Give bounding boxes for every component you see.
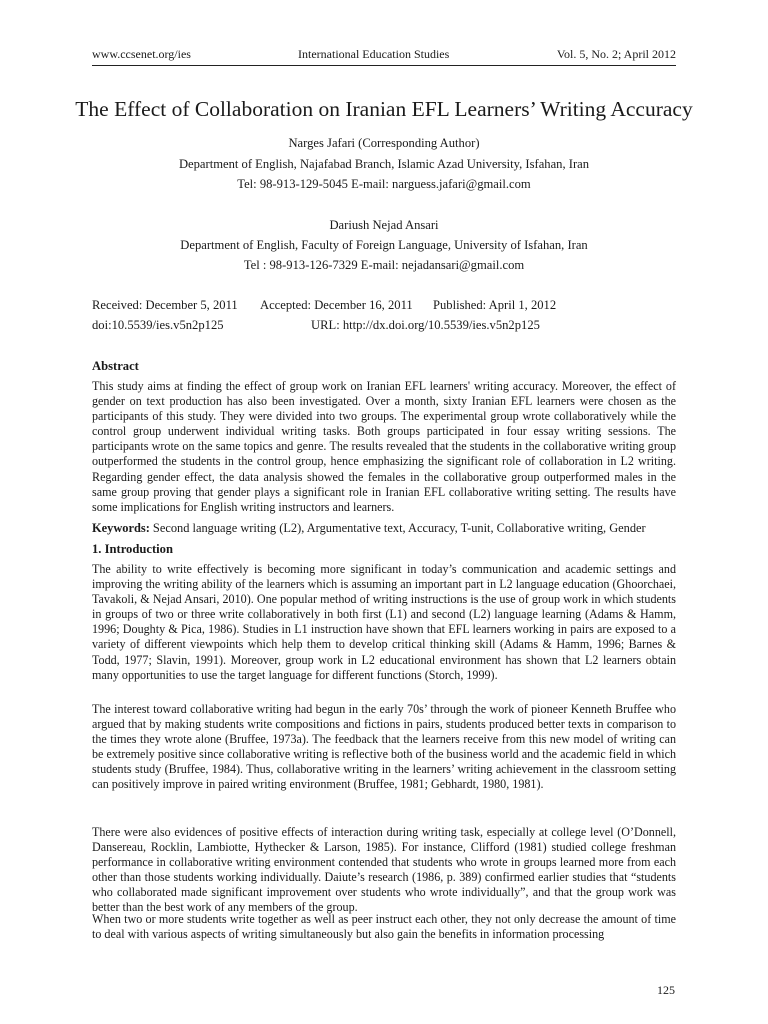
author-2-affiliation: Department of English, Faculty of Foreign Language, University of Isfahan, Iran: [180, 238, 588, 252]
doi: doi:10.5539/ies.v5n2p125: [92, 318, 224, 332]
page-number: 125: [657, 983, 675, 997]
paper-title: The Effect of Collaboration on Iranian EFL Learners’ Writing Accuracy: [75, 97, 693, 121]
running-header-url: www.ccsenet.org/ies: [92, 47, 191, 61]
running-header-journal: International Education Studies: [298, 47, 450, 61]
keywords-text: Second language writing (L2), Argumentative text, Accuracy, T-unit, Collaborative writing, Gender: [149, 521, 646, 535]
author-1-name: Narges Jafari (Corresponding Author): [288, 136, 480, 150]
author-1-affiliation: Department of English, Najafabad Branch, Islamic Azad University, Isfahan, Iran: [178, 157, 590, 171]
published-date: Published: April 1, 2012: [433, 298, 557, 312]
url-link[interactable]: URL: http://dx.doi.org/10.5539/ies.v5n2p125: [311, 318, 540, 332]
accepted-date: Accepted: December 16, 2011: [260, 298, 413, 312]
intro-paragraph-3: There were also evidences of positive effects of interaction during writing task, especially at college level (O’Donnell, Dansereau, Rocklin, Lambiotte, Hythecker & Larson, 1985). For instance, Clifford (1981) studied college freshman performance in collaborative writing environment contended that students who wrote in groups learned more from each other than those students working individually. Daiute’s research (1986, p. 389) confirmed earlier studies that “students who collaborated made significant improvement over students who wrote individually”, and that the group work was better than the best work of any members of the group.: [92, 825, 676, 915]
abstract-heading: Abstract: [92, 359, 139, 373]
keywords-label: Keywords:: [92, 521, 150, 535]
header-rule: [92, 65, 676, 66]
received-date: Received: December 5, 2011: [92, 298, 238, 312]
intro-paragraph-4: When two or more students write together as well as peer instruct each other, they not only decrease the amount of time to deal with various aspects of writing simultaneously but also gain the benefits in information processing: [92, 912, 676, 942]
author-2-contact: Tel : 98-913-126-7329 E-mail: nejadansari@gmail.com: [243, 258, 525, 272]
abstract-text: This study aims at finding the effect of group work on Iranian EFL learners' writing accuracy. Moreover, the effect of gender on text production has also been investigated. Over a month, sixty Iranian EFL learners were chosen as the participants of this study. They were divided into two groups. The experimental group wrote collaboratively while the control group underwent individual writing tasks. Both groups participated in four essay writing sessions. The participants wrote on the same topics and genre. The results revealed that the students in the collaborative writing group outperformed the students in the control group, hence emphasizing the significant role of collaboration in L2 writing. Regarding gender effect, the data analysis showed the females in the collaborative group outperformed males in the same group proving that gender plays a significant role in Iranian EFL collaborative writing setting. The results have some implications for English writing instructors and learners.: [92, 379, 676, 514]
intro-paragraph-2: The interest toward collaborative writing had begun in the early 70s’ through the work of pioneer Kenneth Bruffee who argued that by making students write compositions and fictions in pairs, students produced better texts in comparison to the times they wrote alone (Bruffee, 1973a). The feedback that the learners receive from this new model of writing can be extremely positive since collaborative writing is reflective both of the business world and the academic field in which students study (Bruffee, 1984). Thus, collaborative writing in the learners’ writing achievement in the classroom setting can positively improve in paired writing environment (Bruffee, 1981; Gebhardt, 1980, 1981).: [92, 702, 676, 792]
intro-paragraph-1: The ability to write effectively is becoming more significant in today’s communication and academic settings and improving the writing ability of the learners which is assuming an important part in L2 language education (Ghoorchaei, Tavakoli, & Nejad Ansari, 2010). One popular method of writing instructions is the use of group work in which students in groups of two or three write collaboratively in both first (L1) and second (L2) language learning (Adams & Hamm, 1996; Doughty & Pica, 1986). Studies in L1 instruction have shown that EFL learners working in pairs are exposed to a variety of different viewpoints which help them to develop critical thinking skill (Adams & Hamm, 1996; Barnes & Todd, 1977; Slavin, 1991). Moreover, group work in L2 educational environment has shown that L2 learners obtain many opportunities to use the target language for different functions (Storch, 1999).: [92, 562, 676, 682]
introduction-heading: 1. Introduction: [92, 542, 173, 556]
author-2-name: Dariush Nejad Ansari: [329, 218, 439, 232]
keywords: [92, 521, 692, 536]
running-header-volume: Vol. 5, No. 2; April 2012: [556, 47, 676, 61]
author-1-contact: Tel: 98-913-129-5045 E-mail: narguess.jafari@gmail.com: [237, 177, 531, 191]
